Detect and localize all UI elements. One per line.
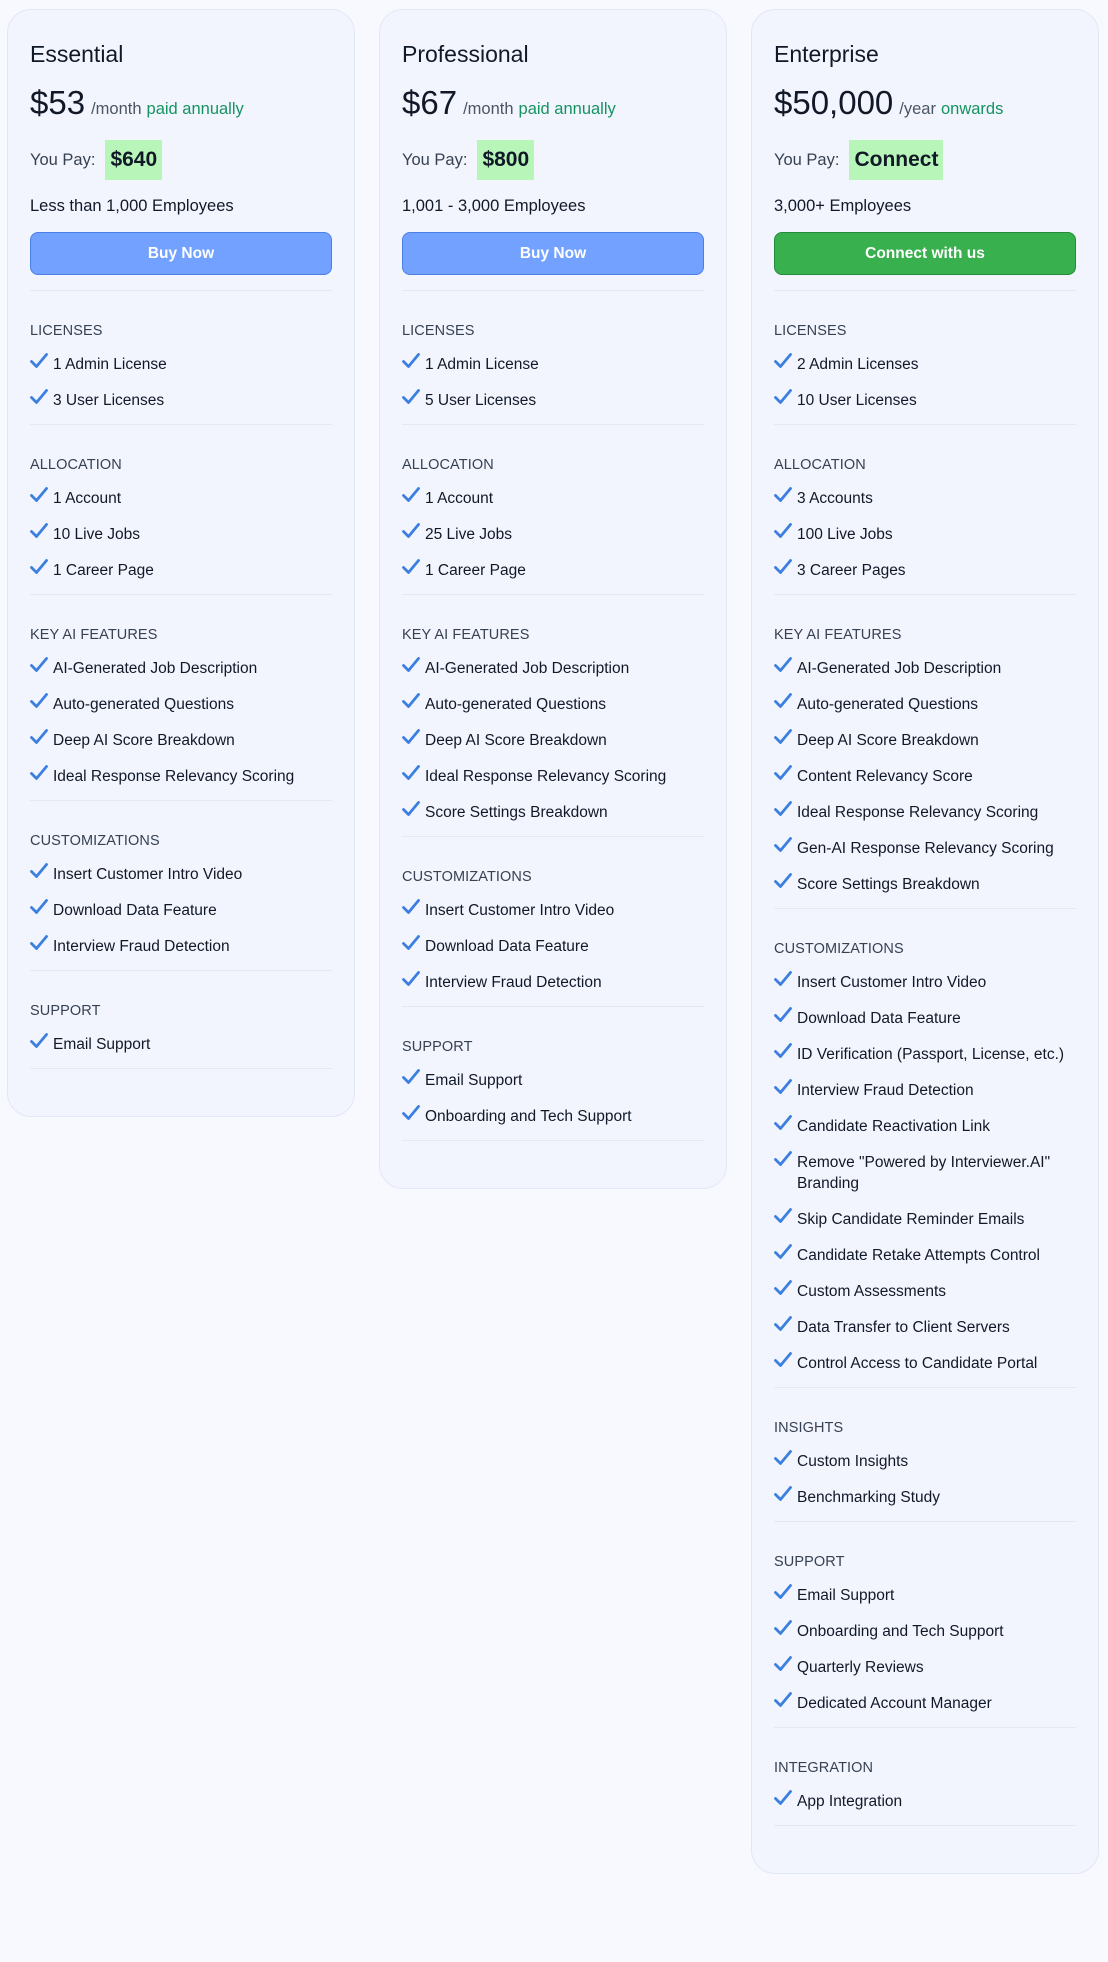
- feature-label: Deep AI Score Breakdown: [797, 732, 979, 749]
- checkmark-icon: [30, 1032, 48, 1050]
- feature-label: Quarterly Reviews: [797, 1659, 924, 1676]
- feature-item: [774, 1487, 1076, 1508]
- feature-label: Insert Customer Intro Video: [797, 974, 987, 991]
- section-divider: [402, 836, 704, 837]
- feature-label: Skip Candidate Reminder Emails: [797, 1211, 1025, 1228]
- section-allocation: [402, 455, 704, 595]
- feature-item: [774, 1657, 1076, 1678]
- feature-label: 10 User Licenses: [797, 392, 917, 409]
- checkmark-icon: [402, 764, 420, 782]
- feature-item: [774, 838, 1076, 859]
- checkmark-icon: [402, 898, 420, 916]
- feature-item: [774, 1152, 1076, 1194]
- feature-label: Email Support: [53, 1036, 151, 1053]
- feature-item: [30, 524, 332, 545]
- section-support: [774, 1552, 1076, 1728]
- feature-item: [774, 874, 1076, 895]
- you-pay-label: You Pay:: [774, 150, 840, 169]
- section-divider: [774, 1727, 1076, 1728]
- section-divider: [30, 594, 332, 595]
- checkmark-icon: [774, 1619, 792, 1637]
- section-title: ALLOCATION: [774, 457, 866, 473]
- plan-price: $50,000: [774, 84, 894, 121]
- feature-item: [402, 1106, 704, 1127]
- plan-price: $53: [30, 84, 86, 121]
- section-licenses: [30, 321, 332, 425]
- checkmark-icon: [774, 656, 792, 674]
- checkmark-icon: [402, 486, 420, 504]
- checkmark-icon: [774, 1315, 792, 1333]
- feature-item: [402, 488, 704, 509]
- section-divider: [774, 1387, 1076, 1388]
- checkmark-icon: [30, 352, 48, 370]
- section-divider: [402, 424, 704, 425]
- feature-item: [30, 694, 332, 715]
- checkmark-icon: [774, 970, 792, 988]
- section-allocation: [774, 455, 1076, 595]
- section-title: CUSTOMIZATIONS: [402, 869, 532, 885]
- section-title: INSIGHTS: [774, 1420, 844, 1436]
- checkmark-icon: [774, 1449, 792, 1467]
- plan-period: /year: [899, 100, 936, 118]
- feature-item: [402, 730, 704, 751]
- section-divider: [774, 908, 1076, 909]
- feature-label: Onboarding and Tech Support: [797, 1623, 1004, 1640]
- section-title: SUPPORT: [402, 1039, 473, 1055]
- feature-item: [30, 354, 332, 375]
- feature-label: Deep AI Score Breakdown: [425, 732, 607, 749]
- feature-label: ID Verification (Passport, License, etc.): [797, 1046, 1065, 1063]
- plan-billing-note: paid annually: [146, 100, 244, 118]
- feature-item: [30, 560, 332, 581]
- section-divider: [774, 1521, 1076, 1522]
- checkmark-icon: [402, 656, 420, 674]
- buy-now-button[interactable]: Buy Now: [30, 232, 332, 275]
- checkmark-icon: [774, 836, 792, 854]
- checkmark-icon: [30, 898, 48, 916]
- feature-label: Download Data Feature: [53, 902, 217, 919]
- buy-now-button[interactable]: Buy Now: [402, 232, 704, 275]
- feature-label: Gen-AI Response Relevancy Scoring: [797, 840, 1054, 857]
- section-title: INTEGRATION: [774, 1760, 874, 1776]
- feature-label: Insert Customer Intro Video: [425, 902, 615, 919]
- feature-label: 100 Live Jobs: [797, 526, 893, 543]
- section-title: CUSTOMIZATIONS: [30, 833, 160, 849]
- feature-label: Auto-generated Questions: [797, 696, 978, 713]
- you-pay-value: Connect: [849, 140, 943, 180]
- feature-label: 5 User Licenses: [425, 392, 537, 409]
- price-row: [30, 84, 332, 130]
- feature-label: 3 User Licenses: [53, 392, 165, 409]
- feature-label: Insert Customer Intro Video: [53, 866, 243, 883]
- checkmark-icon: [774, 558, 792, 576]
- section-title: ALLOCATION: [30, 457, 122, 473]
- feature-item: [402, 936, 704, 957]
- plan-period: /month: [463, 100, 514, 118]
- feature-label: 1 Admin License: [425, 356, 539, 373]
- feature-item: [774, 1693, 1076, 1714]
- section-licenses: [774, 321, 1076, 425]
- feature-item: [774, 1008, 1076, 1029]
- feature-item: [774, 1353, 1076, 1374]
- feature-label: Candidate Reactivation Link: [797, 1118, 991, 1135]
- feature-label: Benchmarking Study: [797, 1489, 941, 1506]
- feature-item: [774, 354, 1076, 375]
- checkmark-icon: [30, 656, 48, 674]
- checkmark-icon: [402, 522, 420, 540]
- checkmark-icon: [402, 1068, 420, 1086]
- section-customizations: [402, 867, 704, 1007]
- employee-range: Less than 1,000 Employees: [30, 197, 234, 215]
- checkmark-icon: [774, 486, 792, 504]
- section-title: LICENSES: [30, 323, 103, 339]
- you-pay-label: You Pay:: [402, 150, 468, 169]
- checkmark-icon: [402, 934, 420, 952]
- feature-label: 25 Live Jobs: [425, 526, 513, 543]
- feature-item: [774, 1116, 1076, 1137]
- checkmark-icon: [774, 692, 792, 710]
- section-integration: [774, 1758, 1076, 1826]
- feature-item: [402, 658, 704, 679]
- checkmark-icon: [774, 1691, 792, 1709]
- checkmark-icon: [774, 728, 792, 746]
- feature-label: Score Settings Breakdown: [797, 876, 980, 893]
- section-support: [402, 1037, 704, 1141]
- connect-with-us-button[interactable]: Connect with us: [774, 232, 1076, 275]
- section-divider: [774, 594, 1076, 595]
- section-key-ai-features: [774, 625, 1076, 909]
- section-customizations: [774, 939, 1076, 1388]
- section-divider: [30, 424, 332, 425]
- feature-item: [774, 1451, 1076, 1472]
- checkmark-icon: [774, 388, 792, 406]
- section-support: [30, 1001, 332, 1069]
- feature-label: Download Data Feature: [425, 938, 589, 955]
- checkmark-icon: [30, 862, 48, 880]
- section-divider: [402, 594, 704, 595]
- plan-name: Professional: [402, 41, 529, 67]
- feature-item: [30, 936, 332, 957]
- checkmark-icon: [30, 388, 48, 406]
- feature-label: Auto-generated Questions: [425, 696, 606, 713]
- feature-item: [30, 488, 332, 509]
- feature-item: [30, 730, 332, 751]
- divider: [402, 290, 704, 291]
- plan-name: Enterprise: [774, 41, 879, 67]
- feature-item: [30, 658, 332, 679]
- checkmark-icon: [402, 692, 420, 710]
- section-title: CUSTOMIZATIONS: [774, 941, 904, 957]
- feature-label: Control Access to Candidate Portal: [797, 1355, 1038, 1372]
- plan-billing-note: paid annually: [518, 100, 616, 118]
- checkmark-icon: [30, 764, 48, 782]
- section-title: SUPPORT: [774, 1554, 845, 1570]
- feature-item: [30, 390, 332, 411]
- feature-label: Custom Insights: [797, 1453, 909, 1470]
- feature-item: [30, 1034, 332, 1055]
- feature-label: Content Relevancy Score: [797, 768, 973, 785]
- feature-label: 1 Account: [53, 490, 122, 507]
- feature-label: Custom Assessments: [797, 1283, 947, 1300]
- feature-label: Deep AI Score Breakdown: [53, 732, 235, 749]
- feature-item: [774, 658, 1076, 679]
- feature-label: Interview Fraud Detection: [53, 938, 230, 955]
- section-key-ai-features: [30, 625, 332, 801]
- checkmark-icon: [774, 1042, 792, 1060]
- feature-item: [774, 1044, 1076, 1065]
- you-pay-row: [774, 140, 1076, 180]
- plan-price: $67: [402, 84, 458, 121]
- feature-label: Candidate Retake Attempts Control: [797, 1247, 1040, 1264]
- section-title: SUPPORT: [30, 1003, 101, 1019]
- checkmark-icon: [774, 1279, 792, 1297]
- section-divider: [30, 970, 332, 971]
- checkmark-icon: [774, 1006, 792, 1024]
- feature-label: Email Support: [797, 1587, 895, 1604]
- checkmark-icon: [402, 558, 420, 576]
- checkmark-icon: [402, 728, 420, 746]
- feature-label: Remove "Powered by Interviewer.AI" Branding: [797, 1154, 1051, 1192]
- plan-name: Essential: [30, 41, 124, 67]
- feature-item: [402, 802, 704, 823]
- section-divider: [402, 1006, 704, 1007]
- feature-label: AI-Generated Job Description: [53, 660, 258, 677]
- feature-item: [774, 1080, 1076, 1101]
- feature-item: [774, 1621, 1076, 1642]
- feature-label: 10 Live Jobs: [53, 526, 141, 543]
- feature-label: App Integration: [797, 1793, 903, 1810]
- feature-item: [402, 354, 704, 375]
- section-divider: [30, 800, 332, 801]
- checkmark-icon: [774, 764, 792, 782]
- feature-item: [402, 694, 704, 715]
- checkmark-icon: [30, 728, 48, 746]
- plan-card-enterprise: [751, 9, 1099, 1874]
- you-pay-label: You Pay:: [30, 150, 96, 169]
- price-row: [774, 84, 1076, 130]
- feature-item: [774, 694, 1076, 715]
- section-allocation: [30, 455, 332, 595]
- feature-item: [774, 1281, 1076, 1302]
- feature-item: [402, 524, 704, 545]
- feature-item: [774, 488, 1076, 509]
- plan-card-essential: [7, 9, 355, 1117]
- section-customizations: [30, 831, 332, 971]
- feature-label: 1 Admin License: [53, 356, 167, 373]
- you-pay-value: $800: [477, 140, 534, 180]
- feature-label: AI-Generated Job Description: [425, 660, 630, 677]
- feature-item: [774, 802, 1076, 823]
- feature-item: [774, 1245, 1076, 1266]
- plan-card-professional: [379, 9, 727, 1189]
- feature-item: [30, 864, 332, 885]
- feature-label: Interview Fraud Detection: [797, 1082, 974, 1099]
- checkmark-icon: [30, 934, 48, 952]
- section-divider: [774, 424, 1076, 425]
- feature-item: [774, 560, 1076, 581]
- checkmark-icon: [30, 486, 48, 504]
- feature-label: AI-Generated Job Description: [797, 660, 1002, 677]
- section-licenses: [402, 321, 704, 425]
- checkmark-icon: [402, 970, 420, 988]
- checkmark-icon: [774, 1114, 792, 1132]
- checkmark-icon: [402, 352, 420, 370]
- feature-label: 3 Career Pages: [797, 562, 906, 579]
- feature-item: [774, 524, 1076, 545]
- feature-item: [774, 1791, 1076, 1812]
- feature-label: 1 Career Page: [53, 562, 154, 579]
- feature-label: 1 Career Page: [425, 562, 526, 579]
- feature-item: [774, 1209, 1076, 1230]
- feature-item: [774, 1317, 1076, 1338]
- feature-label: Score Settings Breakdown: [425, 804, 608, 821]
- feature-label: 2 Admin Licenses: [797, 356, 919, 373]
- feature-item: [402, 900, 704, 921]
- feature-label: Ideal Response Relevancy Scoring: [425, 768, 667, 785]
- checkmark-icon: [774, 1207, 792, 1225]
- feature-item: [402, 560, 704, 581]
- divider: [774, 290, 1076, 291]
- plan-billing-note: onwards: [940, 100, 1004, 118]
- checkmark-icon: [402, 800, 420, 818]
- section-title: KEY AI FEATURES: [774, 627, 902, 643]
- checkmark-icon: [774, 1150, 792, 1168]
- feature-label: Onboarding and Tech Support: [425, 1108, 632, 1125]
- feature-label: Ideal Response Relevancy Scoring: [797, 804, 1039, 821]
- checkmark-icon: [30, 692, 48, 710]
- section-title: ALLOCATION: [402, 457, 494, 473]
- divider: [30, 290, 332, 291]
- checkmark-icon: [774, 352, 792, 370]
- feature-label: Auto-generated Questions: [53, 696, 234, 713]
- checkmark-icon: [774, 1485, 792, 1503]
- checkmark-icon: [402, 388, 420, 406]
- feature-label: 1 Account: [425, 490, 494, 507]
- employee-range: 1,001 - 3,000 Employees: [402, 197, 586, 215]
- feature-item: [402, 1070, 704, 1091]
- feature-label: Ideal Response Relevancy Scoring: [53, 768, 295, 785]
- checkmark-icon: [774, 1078, 792, 1096]
- checkmark-icon: [774, 1351, 792, 1369]
- checkmark-icon: [30, 522, 48, 540]
- feature-label: Interview Fraud Detection: [425, 974, 602, 991]
- checkmark-icon: [774, 1583, 792, 1601]
- checkmark-icon: [30, 558, 48, 576]
- feature-label: Data Transfer to Client Servers: [797, 1319, 1010, 1336]
- feature-label: Email Support: [425, 1072, 523, 1089]
- feature-label: Dedicated Account Manager: [797, 1695, 992, 1712]
- checkmark-icon: [402, 1104, 420, 1122]
- feature-item: [774, 730, 1076, 751]
- checkmark-icon: [774, 1655, 792, 1673]
- feature-item: [774, 390, 1076, 411]
- feature-item: [402, 766, 704, 787]
- you-pay-row: [30, 140, 332, 180]
- feature-item: [402, 390, 704, 411]
- checkmark-icon: [774, 800, 792, 818]
- feature-item: [774, 972, 1076, 993]
- checkmark-icon: [774, 1243, 792, 1261]
- feature-label: Download Data Feature: [797, 1010, 961, 1027]
- plan-period: /month: [91, 100, 142, 118]
- section-title: KEY AI FEATURES: [30, 627, 158, 643]
- checkmark-icon: [774, 522, 792, 540]
- you-pay-value: $640: [105, 140, 162, 180]
- checkmark-icon: [774, 1789, 792, 1807]
- you-pay-row: [402, 140, 704, 180]
- feature-item: [30, 766, 332, 787]
- employee-range: 3,000+ Employees: [774, 197, 912, 215]
- feature-item: [30, 900, 332, 921]
- section-title: LICENSES: [402, 323, 475, 339]
- section-title: LICENSES: [774, 323, 847, 339]
- section-insights: [774, 1418, 1076, 1522]
- checkmark-icon: [774, 872, 792, 890]
- feature-item: [774, 1585, 1076, 1606]
- section-key-ai-features: [402, 625, 704, 837]
- feature-item: [402, 972, 704, 993]
- section-title: KEY AI FEATURES: [402, 627, 530, 643]
- price-row: [402, 84, 704, 130]
- feature-item: [774, 766, 1076, 787]
- feature-label: 3 Accounts: [797, 490, 873, 507]
